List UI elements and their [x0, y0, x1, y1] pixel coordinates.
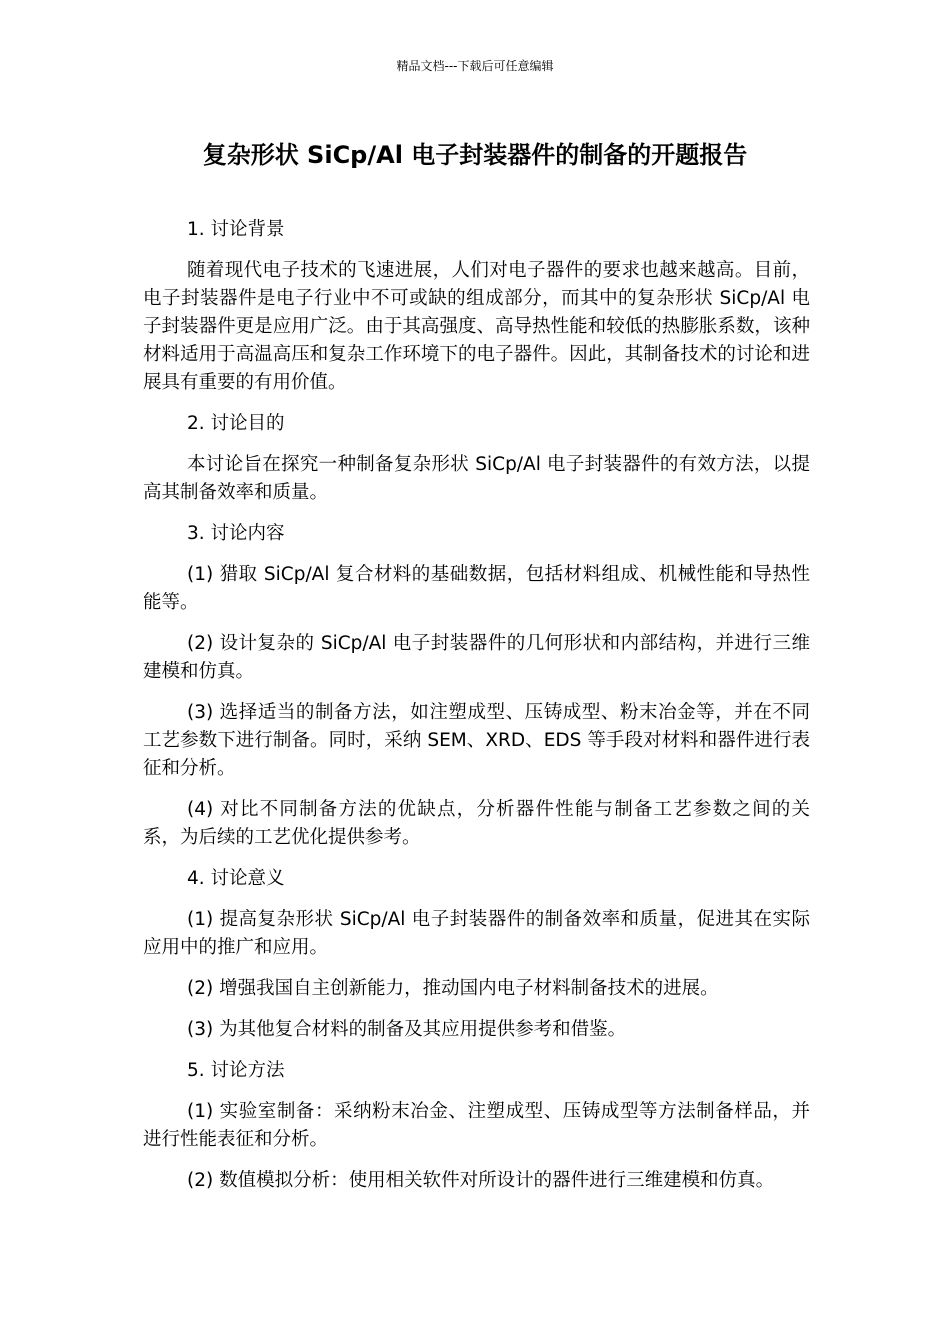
list-item-paragraph: (2) 增强我国自主创新能力，推动国内电子材料制备技术的进展。 — [187, 978, 719, 999]
list-item-paragraph: (1) 猎取 SiCp/Al 复合材料的基础数据，包括材料组成、机械性能和导热性能等。 — [143, 564, 810, 613]
section-heading: 1. 讨论背景 — [187, 219, 285, 240]
section-significance — [143, 865, 810, 1044]
list-item-paragraph: (3) 为其他复合材料的制备及其应用提供参考和借鉴。 — [187, 1019, 627, 1040]
list-item-paragraph: (1) 实验室制备：采纳粉末冶金、注塑成型、压铸成型等方法制备样品，并进行性能表征和分析。 — [143, 1101, 810, 1150]
list-item-paragraph: (4) 对比不同制备方法的优缺点，分析器件性能与制备工艺参数之间的关系，为后续的工艺优化提供参考。 — [143, 799, 810, 848]
section-heading: 2. 讨论目的 — [187, 413, 285, 434]
paragraph: 本讨论旨在探究一种制备复杂形状 SiCp/Al 电子封装器件的有效方法，以提高其制备效率和质量。 — [143, 454, 810, 503]
list-item-paragraph: (1) 提高复杂形状 SiCp/Al 电子封装器件的制备效率和质量，促进其在实际应用中的推广和应用。 — [143, 909, 810, 958]
document-title: 复杂形状 SiCp/Al 电子封装器件的制备的开题报告 — [202, 141, 748, 169]
section-content — [143, 520, 810, 852]
list-item-paragraph: (3) 选择适当的制备方法，如注塑成型、压铸成型、粉末冶金等，并在不同工艺参数下进行制备。同时，采纳 SEM、XRD、EDS 等手段对材料和器件进行表征和分析。 — [143, 702, 810, 779]
section-heading: 5. 讨论方法 — [187, 1060, 285, 1081]
section-heading: 3. 讨论内容 — [187, 523, 285, 544]
paragraph: 随着现代电子技术的飞速进展，人们对电子器件的要求也越来越高。目前，电子封装器件是电子行业中不可或缺的组成部分，而其中的复杂形状 SiCp/Al 电子封装器件更是应用广泛。由于其高强度、高导热性能和较低的热膨胀系数，该种材料适用于高温高压和复杂工作环境下的电子器件。因此，其制备技术的讨论和进展具有重要的有用价值。 — [143, 260, 810, 393]
list-item-paragraph: (2) 数值模拟分析：使用相关软件对所设计的器件进行三维建模和仿真。 — [187, 1170, 775, 1191]
section-purpose — [143, 410, 810, 507]
section-heading: 4. 讨论意义 — [187, 868, 285, 889]
section-methods — [143, 1057, 810, 1195]
section-background — [143, 216, 810, 397]
page-header-note: 精品文档---下载后可任意编辑 — [396, 59, 554, 73]
list-item-paragraph: (2) 设计复杂的 SiCp/Al 电子封装器件的几何形状和内部结构，并进行三维建模和仿真。 — [143, 633, 810, 682]
document-body — [143, 216, 810, 1208]
